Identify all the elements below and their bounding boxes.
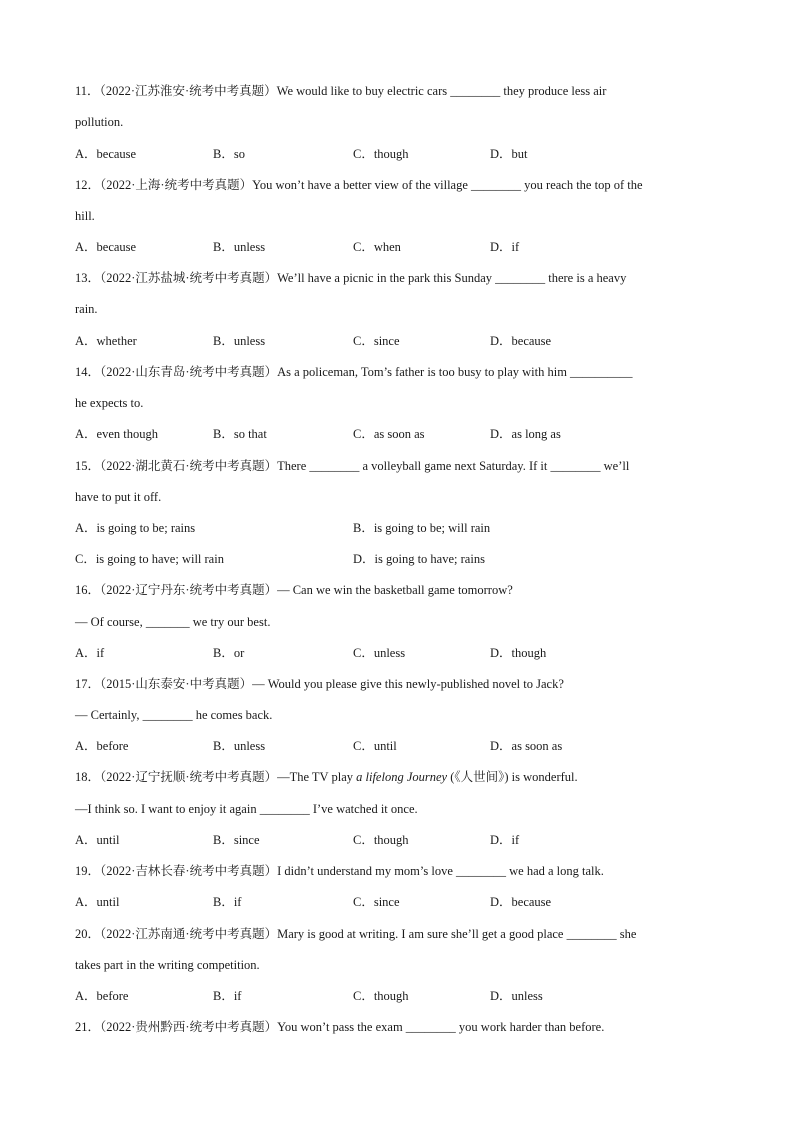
question-source: （2015·山东泰安·中考真题）	[100, 677, 253, 691]
question-number: 14	[75, 365, 88, 379]
question-14: 14．（2022·山东青岛·统考中考真题）As a policeman, Tom’s father is too busy to play with him __________	[75, 365, 633, 379]
question-text: You won’t have a better view of the village ________ you reach the top of the	[252, 178, 643, 192]
option-d: D．if	[490, 240, 520, 254]
question-source: （2022·江苏盐城·统考中考真题）	[100, 271, 278, 285]
question-15: 15．（2022·湖北黄石·统考中考真题）There ________ a volleyball game next Saturday. If it ________ we’ll	[75, 459, 630, 473]
option-d: D．because	[490, 895, 552, 909]
question-text: — Can we win the basketball game tomorrow?	[277, 583, 513, 597]
question-16: 16．（2022·辽宁丹东·统考中考真题）— Can we win the basketball game tomorrow?	[75, 583, 513, 597]
question-text-continued: have to put it off.	[75, 490, 162, 504]
option-c: C．though	[353, 989, 409, 1003]
option-a: A．because	[75, 240, 137, 254]
question-text-continued: rain.	[75, 302, 98, 316]
question-20: 20．（2022·江苏南通·统考中考真题）Mary is good at writing. I am sure she’ll get a good place ________ she	[75, 927, 637, 941]
option-a: A．if	[75, 646, 105, 660]
option-d: D．though	[490, 646, 547, 660]
question-text-continued: hill.	[75, 209, 95, 223]
question-text: As a policeman, Tom’s father is too busy to play with him __________	[277, 365, 633, 379]
question-21: 21．（2022·贵州黔西·统考中考真题）You won’t pass the exam ________ you work harder than before.	[75, 1020, 605, 1034]
question-number: 18	[75, 770, 88, 784]
option-a: A．even though	[75, 427, 158, 441]
option-b: B．if	[213, 989, 242, 1003]
question-text-continued: — Of course, _______ we try our best.	[75, 615, 271, 629]
question-text-continued: takes part in the writing competition.	[75, 958, 260, 972]
option-d: D．as soon as	[490, 739, 563, 753]
question-text: We’ll have a picnic in the park this Sunday ________ there is a heavy	[277, 271, 627, 285]
option-c: C．though	[353, 147, 409, 161]
question-text: You won’t pass the exam ________ you work harder than before.	[277, 1020, 605, 1034]
question-17: 17．（2015·山东泰安·中考真题）— Would you please give this newly-published novel to Jack?	[75, 677, 564, 691]
option-c: C．until	[353, 739, 397, 753]
question-number: 16	[75, 583, 88, 597]
question-19: 19．（2022·吉林长春·统考中考真题）I didn’t understand my mom’s love ________ we had a long talk.	[75, 864, 604, 878]
question-text: There ________ a volleyball game next Saturday. If it ________ we’ll	[277, 459, 630, 473]
question-source: （2022·湖北黄石·统考中考真题）	[100, 459, 278, 473]
option-d: D．if	[490, 833, 520, 847]
question-number: 19	[75, 864, 88, 878]
option-b: B．unless	[213, 334, 266, 348]
question-source: （2022·贵州黔西·统考中考真题）	[100, 1020, 278, 1034]
option-b: B．if	[213, 895, 242, 909]
option-d: D．unless	[490, 989, 543, 1003]
option-a: A．before	[75, 739, 129, 753]
question-number: 20	[75, 927, 88, 941]
question-text: Mary is good at writing. I am sure she’ll get a good place ________ she	[277, 927, 637, 941]
question-number: 15	[75, 459, 88, 473]
question-number: 13	[75, 271, 88, 285]
question-text-continued: he expects to.	[75, 396, 144, 410]
question-text: We would like to buy electric cars ________ they produce less air	[276, 84, 607, 98]
question-12: 12．（2022·上海·统考中考真题）You won’t have a better view of the village ________ you reach the top of the	[75, 178, 643, 192]
question-number: 21	[75, 1020, 88, 1034]
question-text: — Would you please give this newly-published novel to Jack?	[252, 677, 564, 691]
question-text-end: (《人世间》) is wonderful.	[447, 770, 578, 784]
option-c: C．though	[353, 833, 409, 847]
question-source: （2022·山东青岛·统考中考真题）	[100, 365, 278, 379]
option-c: C．since	[353, 895, 400, 909]
option-c: C．as soon as	[353, 427, 425, 441]
question-text-continued: — Certainly, ________ he comes back.	[75, 708, 273, 722]
question-18: 18．（2022·辽宁抚顺·统考中考真题）—The TV play a lifelong Journey (《人世间》) is wonderful.	[75, 770, 578, 784]
option-b: B．unless	[213, 739, 266, 753]
option-b: B．so	[213, 147, 245, 161]
question-number: 11	[75, 84, 88, 98]
question-source: （2022·江苏淮安·统考中考真题）	[99, 84, 277, 98]
option-d: D．because	[490, 334, 552, 348]
option-c: C．unless	[353, 646, 406, 660]
option-c: C．since	[353, 334, 400, 348]
question-text: —The TV play	[277, 770, 357, 784]
question-text: I didn’t understand my mom’s love ________ we had a long talk.	[277, 864, 604, 878]
option-d: D．is going to have; rains	[353, 552, 485, 566]
question-11: 11．（2022·江苏淮安·统考中考真题）We would like to buy electric cars ________ they produce less air	[75, 84, 607, 98]
option-d: D．but	[490, 147, 528, 161]
option-b: B．since	[213, 833, 260, 847]
option-a: A．before	[75, 989, 129, 1003]
question-text-continued: —I think so. I want to enjoy it again ________ I’ve watched it once.	[75, 802, 418, 816]
option-a: A．whether	[75, 334, 137, 348]
option-d: D．as long as	[490, 427, 561, 441]
question-number: 12	[75, 178, 88, 192]
option-a: A．until	[75, 833, 120, 847]
option-b: B．or	[213, 646, 245, 660]
option-b: B．unless	[213, 240, 266, 254]
question-number: 17	[75, 677, 88, 691]
option-a: A．is going to be; rains	[75, 521, 196, 535]
option-a: A．because	[75, 147, 137, 161]
option-b: B．is going to be; will rain	[353, 521, 491, 535]
option-c: C．is going to have; will rain	[75, 552, 224, 566]
option-a: A．until	[75, 895, 120, 909]
option-b: B．so that	[213, 427, 267, 441]
question-source: （2022·辽宁抚顺·统考中考真题）	[100, 770, 278, 784]
question-text-continued: pollution.	[75, 115, 124, 129]
question-source: （2022·上海·统考中考真题）	[100, 178, 253, 192]
question-source: （2022·吉林长春·统考中考真题）	[100, 864, 278, 878]
play-title: a lifelong Journey	[356, 770, 448, 784]
option-c: C．when	[353, 240, 401, 254]
question-source: （2022·江苏南通·统考中考真题）	[100, 927, 278, 941]
question-13: 13．（2022·江苏盐城·统考中考真题）We’ll have a picnic in the park this Sunday ________ there is a heavy	[75, 271, 627, 285]
question-source: （2022·辽宁丹东·统考中考真题）	[100, 583, 278, 597]
